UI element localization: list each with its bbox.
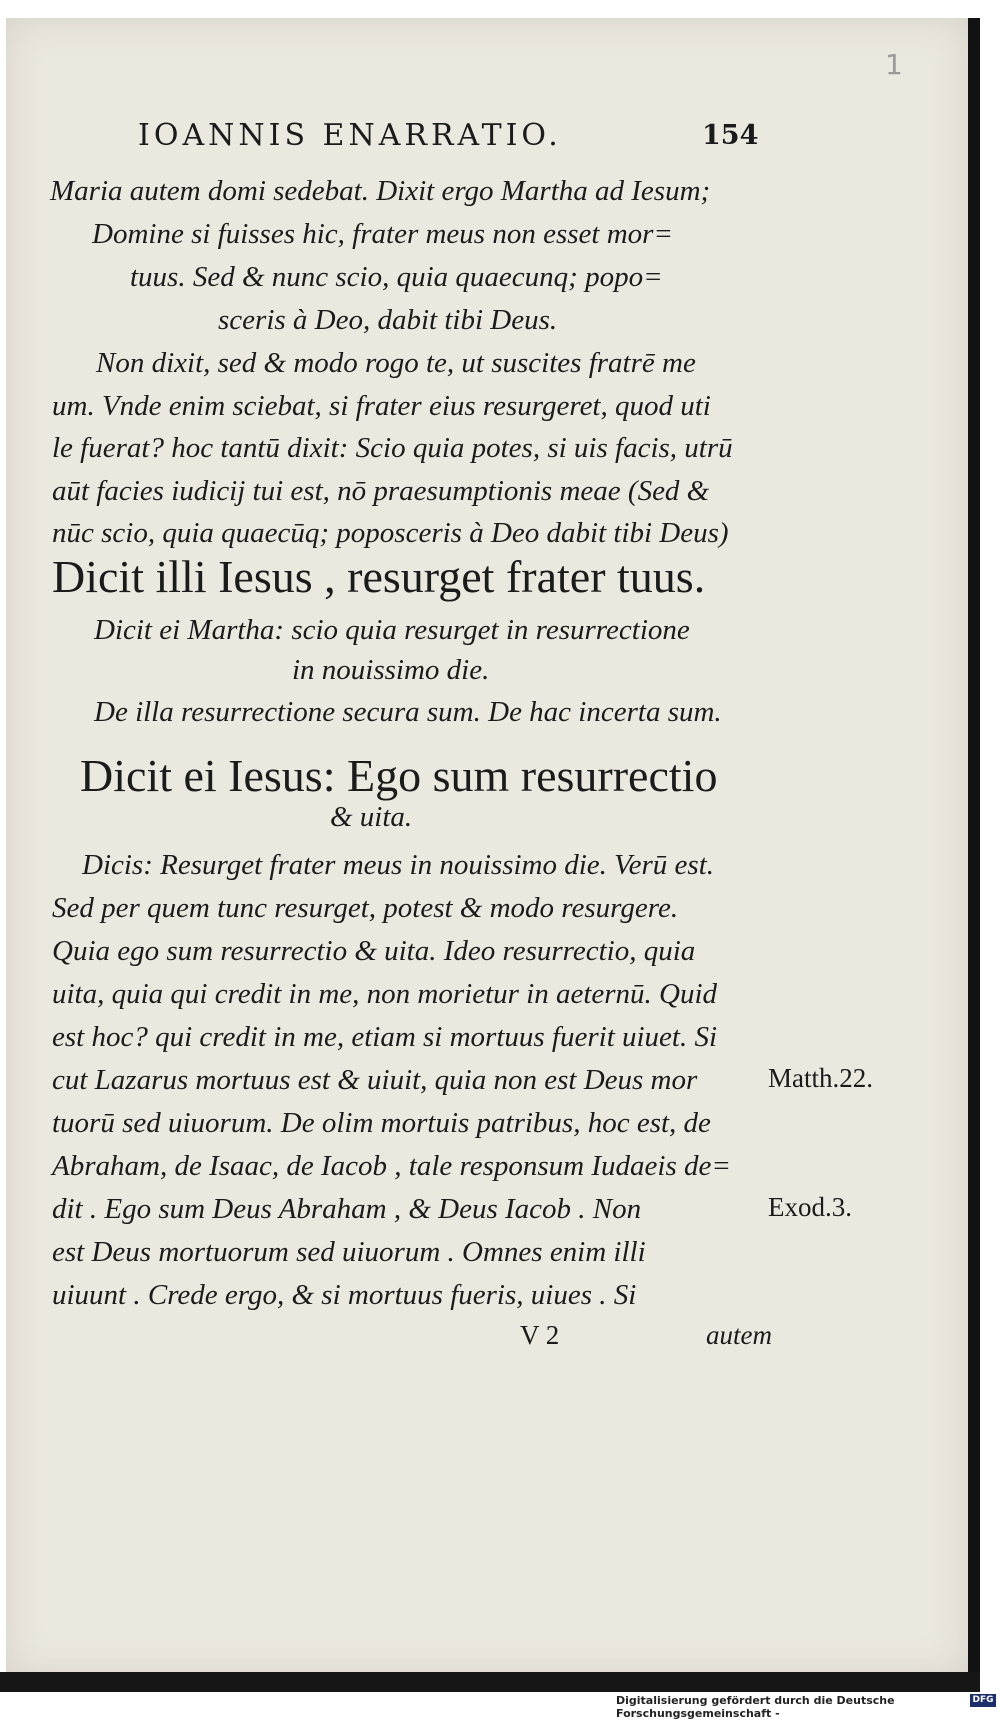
text-line: Quia ego sum resurrectio & uita. Ideo resurrectio, quia [52,935,696,967]
dfg-logo: DFG [970,1694,996,1707]
text-line: le fuerat? hoc tantū dixit: Scio quia potes, si uis facis, utrū [52,432,733,464]
text-line: cut Lazarus mortuus est & uiuit, quia non est Deus mor [52,1064,698,1096]
text-line: in nouissimo die. [292,654,490,686]
lemma-heading: Dicit illi Iesus , resurget frater tuus. [52,551,706,602]
signature-mark: V 2 [520,1320,560,1350]
text-line: nūc scio, quia quaecūq; poposceris à Deo dabit tibi Deus) [52,517,729,549]
text-line: Maria autem domi sedebat. Dixit ergo Martha ad Iesum; [50,175,711,207]
running-head: IOANNIS ENARRATIO. [138,118,562,153]
text-line: est hoc? qui credit in me, etiam si mortuus fuerit uiuet. Si [52,1021,718,1053]
text-line: De illa resurrectione secura sum. De hac incerta sum. [94,696,722,728]
catchword: autem [706,1320,772,1350]
text-line: aūt facies iudicij tui est, nō praesumptionis meae (Sed & [52,475,710,507]
text-line: um. Vnde enim sciebat, si frater eius resurgeret, quod uti [52,390,711,422]
binding-edge-right [968,18,980,1676]
text-line: & uita. [330,801,413,833]
text-line: tuus. Sed & nunc scio, quia quaecunq; popo= [130,261,663,293]
text-line: tuorū sed uiuorum. De olim mortuis patribus, hoc est, de [52,1107,711,1139]
text-line: Dicit ei Martha: scio quia resurget in resurrectione [94,614,690,646]
text-line: Dicis: Resurget frater meus in nouissimo die. Verū est. [82,849,715,881]
folio-number: 154 [702,120,759,151]
text-line: sceris à Deo, dabit tibi Deus. [218,304,558,336]
text-line: Sed per quem tunc resurget, potest & modo resurgere. [52,892,679,924]
text-line: uiuunt . Crede ergo, & si mortuus fueris, uiues . Si [52,1279,637,1311]
lemma-heading: Dicit ei Iesus: Ego sum resurrectio [80,750,718,801]
text-line: dit . Ego sum Deus Abraham , & Deus Iacob . Non [52,1193,642,1225]
margin-note: Exod.3. [768,1192,852,1222]
digitization-credit: Digitalisierung gefördert durch die Deutsche Forschungsgemeinschaft - [616,1694,895,1720]
pencil-page-mark: 1 [885,48,903,81]
text-line: Domine si fuisses hic, frater meus non esset mor= [92,218,674,250]
text-line: Abraham, de Isaac, de Iacob , tale responsum Iudaeis de= [52,1150,731,1182]
binding-edge-bottom [0,1672,980,1692]
text-line: est Deus mortuorum sed uiuorum . Omnes enim illi [52,1236,646,1268]
margin-note: Matth.22. [768,1063,873,1093]
text-line: uita, quia qui credit in me, non morietur in aeternū. Quid [52,978,718,1010]
text-line: Non dixit, sed & modo rogo te, ut suscites fratrē me [96,347,696,379]
